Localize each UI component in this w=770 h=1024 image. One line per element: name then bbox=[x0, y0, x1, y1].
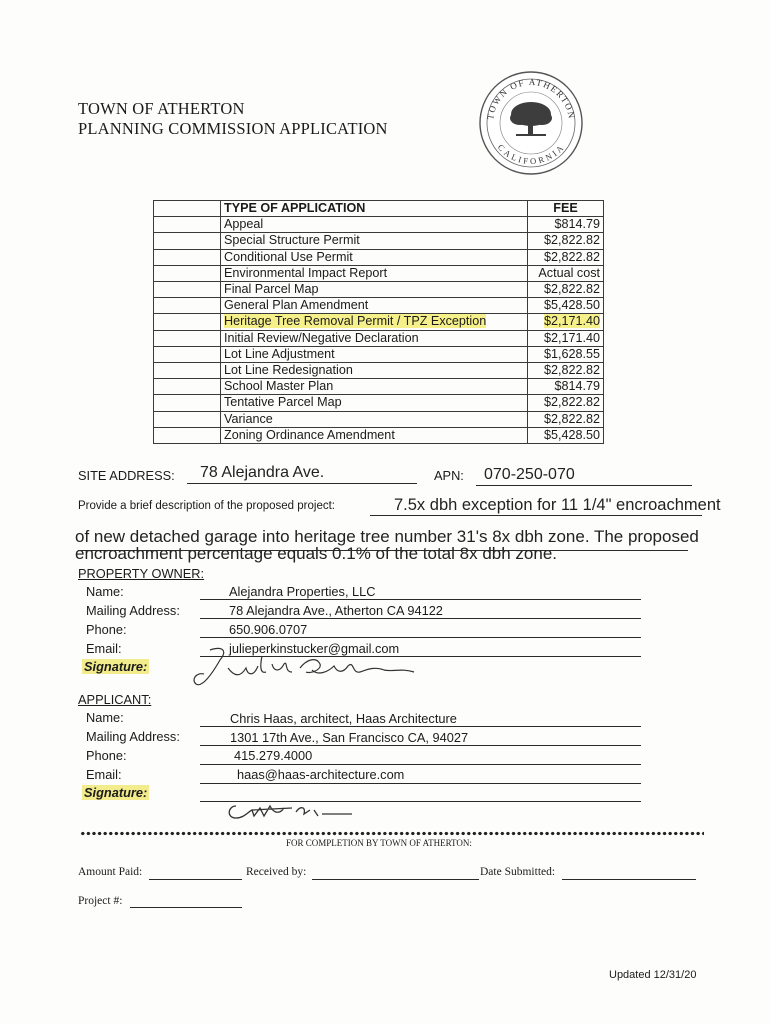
owner-signature-drawing bbox=[188, 642, 428, 704]
application-type: Initial Review/Negative Declaration bbox=[221, 330, 528, 346]
table-row bbox=[154, 395, 604, 411]
description-underline-1 bbox=[370, 515, 702, 516]
fee-amount: $2,822.82 bbox=[528, 282, 604, 298]
applicant-email-field[interactable]: haas@haas-architecture.com bbox=[237, 767, 405, 782]
highlighted-fee: $2,171.40 bbox=[543, 314, 600, 329]
fee-amount bbox=[528, 314, 604, 330]
owner-name-label: Name: bbox=[86, 584, 124, 599]
applicant-name-field[interactable]: Chris Haas, architect, Haas Architecture bbox=[230, 711, 457, 726]
row-checkbox[interactable] bbox=[154, 411, 221, 427]
application-type: Conditional Use Permit bbox=[221, 249, 528, 265]
table-row bbox=[154, 233, 604, 249]
applicant-name-label: Name: bbox=[86, 710, 124, 725]
fee-amount: $5,428.50 bbox=[528, 298, 604, 314]
application-type: School Master Plan bbox=[221, 379, 528, 395]
site-address-field[interactable]: 78 Alejandra Ave. bbox=[200, 464, 325, 481]
fee-amount: $814.79 bbox=[528, 217, 604, 233]
fee-table-header bbox=[154, 201, 604, 217]
type-column-header: TYPE OF APPLICATION bbox=[221, 201, 528, 217]
received-by-field[interactable] bbox=[312, 879, 479, 880]
applicant-phone-underline bbox=[200, 764, 641, 765]
property-owner-heading: PROPERTY OWNER: bbox=[78, 566, 205, 581]
apn-underline bbox=[476, 485, 692, 486]
table-row bbox=[154, 427, 604, 443]
fee-amount: Actual cost bbox=[528, 265, 604, 281]
owner-phone-field[interactable]: 650.906.0707 bbox=[229, 622, 308, 637]
applicant-signature-drawing bbox=[222, 796, 362, 826]
project-description-prompt: Provide a brief description of the proposed project: bbox=[78, 500, 335, 512]
amount-paid-field[interactable] bbox=[149, 879, 242, 880]
row-checkbox[interactable] bbox=[154, 427, 221, 443]
date-submitted-label: Date Submitted: bbox=[480, 866, 556, 878]
table-row bbox=[154, 411, 604, 427]
application-type: Special Structure Permit bbox=[221, 233, 528, 249]
application-type: Final Parcel Map bbox=[221, 282, 528, 298]
checkbox-column-header bbox=[154, 201, 221, 217]
row-checkbox[interactable] bbox=[154, 217, 221, 233]
office-use-caption: FOR COMPLETION BY TOWN OF ATHERTON: bbox=[286, 838, 472, 848]
applicant-signature-label bbox=[82, 785, 149, 800]
owner-signature-label-text: Signature: bbox=[84, 659, 148, 674]
applicant-phone-field[interactable]: 415.279.4000 bbox=[234, 748, 313, 763]
fee-amount: $2,822.82 bbox=[528, 395, 604, 411]
table-row bbox=[154, 379, 604, 395]
application-type: General Plan Amendment bbox=[221, 298, 528, 314]
row-checkbox[interactable] bbox=[154, 249, 221, 265]
row-checkbox[interactable] bbox=[154, 346, 221, 362]
fee-amount: $814.79 bbox=[528, 379, 604, 395]
seal-icon bbox=[476, 68, 586, 178]
row-checkbox[interactable] bbox=[154, 298, 221, 314]
table-row bbox=[154, 346, 604, 362]
row-checkbox[interactable] bbox=[154, 330, 221, 346]
project-number-field[interactable] bbox=[130, 907, 242, 908]
table-row bbox=[154, 249, 604, 265]
fee-amount: $2,822.82 bbox=[528, 411, 604, 427]
application-type: Zoning Ordinance Amendment bbox=[221, 427, 528, 443]
table-row-selected bbox=[154, 314, 604, 330]
table-row bbox=[154, 217, 604, 233]
owner-mailing-underline bbox=[200, 618, 641, 619]
updated-date: Updated 12/31/20 bbox=[609, 969, 697, 981]
application-type: Appeal bbox=[221, 217, 528, 233]
received-by-label: Received by: bbox=[246, 866, 307, 878]
owner-phone-underline bbox=[200, 637, 641, 638]
fee-amount: $2,171.40 bbox=[528, 330, 604, 346]
table-row bbox=[154, 282, 604, 298]
applicant-phone-label: Phone: bbox=[86, 748, 127, 763]
applicant-mailing-label: Mailing Address: bbox=[86, 729, 180, 744]
table-row bbox=[154, 330, 604, 346]
application-name: PLANNING COMMISSION APPLICATION bbox=[78, 119, 388, 138]
fee-amount: $2,822.82 bbox=[528, 233, 604, 249]
table-row bbox=[154, 298, 604, 314]
row-checkbox[interactable] bbox=[154, 395, 221, 411]
site-address-underline bbox=[187, 483, 417, 484]
applicant-mailing-underline bbox=[200, 745, 641, 746]
fee-table bbox=[153, 200, 604, 444]
application-type: Lot Line Adjustment bbox=[221, 346, 528, 362]
applicant-email-underline bbox=[200, 783, 641, 784]
seal-top-text: TOWN OF ATHERTON bbox=[485, 76, 577, 121]
apn-label: APN: bbox=[434, 468, 464, 483]
row-checkbox[interactable] bbox=[154, 282, 221, 298]
owner-name-underline bbox=[200, 599, 641, 600]
applicant-mailing-field[interactable]: 1301 17th Ave., San Francisco CA, 94027 bbox=[230, 730, 469, 745]
seal-bottom-text: CALIFORNIA bbox=[495, 142, 567, 167]
project-description-line1[interactable]: 7.5x dbh exception for 11 1/4" encroachment bbox=[394, 496, 721, 514]
table-row bbox=[154, 265, 604, 281]
amount-paid-label: Amount Paid: bbox=[78, 866, 143, 878]
fee-amount: $2,822.82 bbox=[528, 249, 604, 265]
row-checkbox[interactable] bbox=[154, 265, 221, 281]
application-type: Tentative Parcel Map bbox=[221, 395, 528, 411]
owner-signature-label bbox=[82, 659, 149, 674]
project-number-label: Project #: bbox=[78, 895, 123, 907]
town-name: TOWN OF ATHERTON bbox=[78, 99, 245, 118]
table-row bbox=[154, 363, 604, 379]
applicant-name-underline bbox=[200, 726, 641, 727]
owner-email-field[interactable]: julieperkinstucker@gmail.com bbox=[229, 641, 400, 656]
project-description-line3[interactable]: encroachment percentage equals 0.1% of the total 8x dbh zone. bbox=[75, 544, 557, 563]
project-description-line2[interactable]: of new detached garage into heritage tree number 31's 8x dbh zone. The proposed bbox=[75, 527, 699, 546]
description-underline-2 bbox=[78, 550, 688, 551]
date-submitted-field[interactable] bbox=[562, 879, 696, 880]
section-divider bbox=[80, 831, 704, 836]
form-title bbox=[78, 99, 388, 139]
town-seal bbox=[476, 68, 586, 178]
fee-column-header: FEE bbox=[528, 201, 604, 217]
row-checkbox[interactable] bbox=[154, 363, 221, 379]
highlighted-type: Heritage Tree Removal Permit / TPZ Exception bbox=[224, 314, 487, 329]
fee-amount: $5,428.50 bbox=[528, 427, 604, 443]
owner-phone-label: Phone: bbox=[86, 622, 127, 637]
applicant-email-label: Email: bbox=[86, 767, 122, 782]
application-type bbox=[221, 314, 528, 330]
fee-amount: $1,628.55 bbox=[528, 346, 604, 362]
applicant-heading: APPLICANT: bbox=[78, 692, 152, 707]
apn-field[interactable]: 070-250-070 bbox=[484, 466, 575, 483]
fee-amount: $2,822.82 bbox=[528, 363, 604, 379]
application-type: Environmental Impact Report bbox=[221, 265, 528, 281]
row-checkbox[interactable] bbox=[154, 314, 221, 330]
owner-email-label: Email: bbox=[86, 641, 122, 656]
application-type: Lot Line Redesignation bbox=[221, 363, 528, 379]
applicant-signature-label-text: Signature: bbox=[84, 785, 148, 800]
row-checkbox[interactable] bbox=[154, 233, 221, 249]
owner-mailing-label: Mailing Address: bbox=[86, 603, 180, 618]
owner-name-field[interactable]: Alejandra Properties, LLC bbox=[229, 584, 376, 599]
owner-mailing-field[interactable]: 78 Alejandra Ave., Atherton CA 94122 bbox=[229, 603, 443, 618]
site-address-label: SITE ADDRESS: bbox=[78, 468, 175, 483]
row-checkbox[interactable] bbox=[154, 379, 221, 395]
application-type: Variance bbox=[221, 411, 528, 427]
